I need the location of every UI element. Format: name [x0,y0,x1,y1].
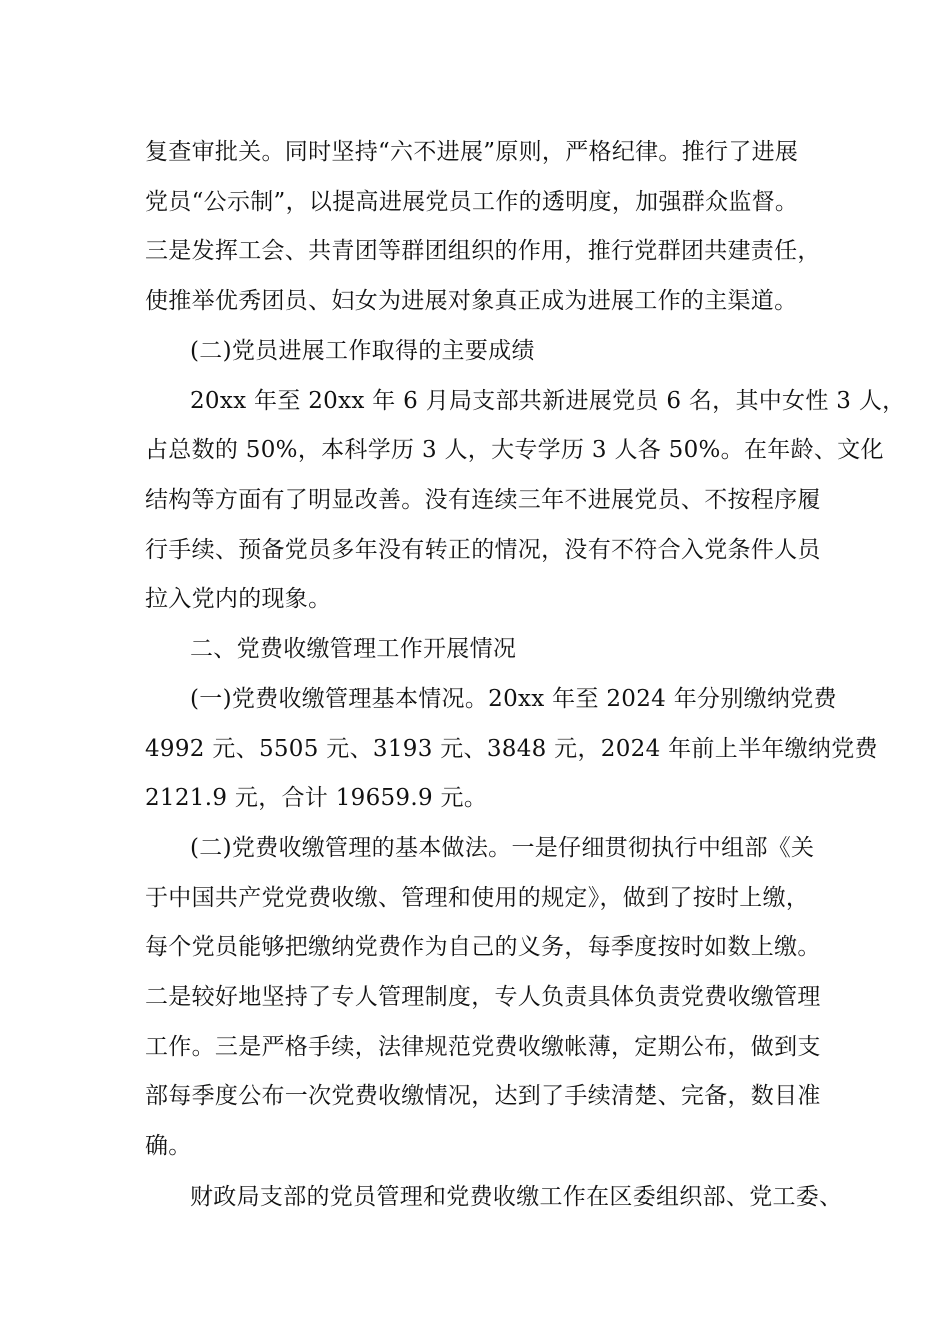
paragraph-line: 部每季度公布一次党费收缴情况，达到了手续清楚、完备，数目准 [145,1083,821,1109]
paragraph-line: (二)党费收缴管理的基本做法。一是仔细贯彻执行中组部《关 [190,835,815,861]
paragraph-line: 每个党员能够把缴纳党费作为自己的义务，每季度按时如数上缴。 [145,934,821,960]
paragraph-line: 拉入党内的现象。 [145,586,332,612]
paragraph-line: 二是较好地坚持了专人管理制度，专人负责具体负责党费收缴管理 [145,984,821,1010]
paragraph-line: 财政局支部的党员管理和党费收缴工作在区委组织部、党工委、 [190,1184,843,1210]
paragraph-line: 2121.9 元，合计 19659.9 元。 [145,785,488,811]
paragraph-line: 行手续、预备党员多年没有转正的情况，没有不符合入党条件人员 [145,537,821,563]
paragraph-line: (一)党费收缴管理基本情况。20xx 年至 2024 年分别缴纳党费 [190,686,837,712]
paragraph-line: 使推举优秀团员、妇女为进展对象真正成为进展工作的主渠道。 [145,288,798,314]
paragraph-line: 党员“公示制”，以提高进展党员工作的透明度，加强群众监督。 [145,189,799,215]
paragraph-line: 20xx 年至 20xx 年 6 月局支部共新进展党员 6 名，其中女性 3 人， [190,388,906,414]
paragraph-line: 三是发挥工会、共青团等群团组织的作用，推行党群团共建责任， [145,238,821,264]
paragraph-line: 结构等方面有了明显改善。没有连续三年不进展党员、不按程序履 [145,487,821,513]
paragraph-line: 于中国共产党党费收缴、管理和使用的规定》，做到了按时上缴， [145,885,810,911]
paragraph-line: 4992 元、5505 元、3193 元、3848 元，2024 年前上半年缴纳党费 [145,736,878,762]
section-heading: (二)党员进展工作取得的主要成绩 [190,338,535,364]
paragraph-line: 占总数的 50%，本科学历 3 人，大专学历 3 人各 50%。在年龄、文化 [145,437,884,463]
section-heading: 二、党费收缴管理工作开展情况 [190,636,517,662]
paragraph-line: 确。 [145,1133,192,1159]
paragraph-line: 复查审批关。同时坚持“六不进展”原则，严格纪律。推行了进展 [145,139,799,165]
paragraph-line: 工作。三是严格手续，法律规范党费收缴帐薄，定期公布，做到支 [145,1034,821,1060]
